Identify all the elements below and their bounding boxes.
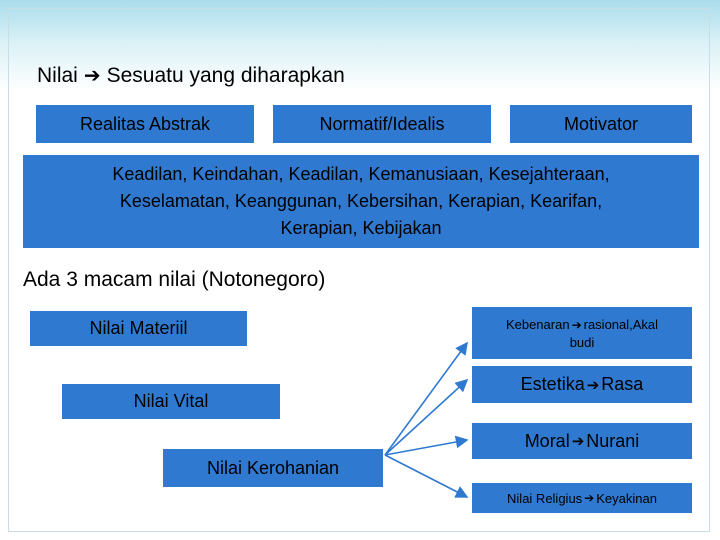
category-label: Realitas Abstrak: [79, 113, 211, 134]
right-arrow-icon: ➔: [83, 65, 101, 87]
kebenaran-target-line-2: budi: [569, 334, 595, 350]
estetika-box: [472, 366, 692, 403]
estetika-target: Rasa: [601, 374, 644, 394]
examples-line-1: Keadilan, Keindahan, Keadilan, Kemanusiaan, Kesejahteraan,: [112, 164, 610, 184]
right-arrow-icon: ➔: [584, 491, 595, 505]
examples-line-3: Kerapian, Kebijakan: [280, 218, 442, 238]
right-arrow-icon: ➔: [586, 376, 600, 394]
moral-label: Moral: [524, 430, 570, 451]
religius-label: Nilai Religius: [507, 490, 583, 506]
moral-target: Nurani: [586, 430, 640, 451]
type-nilai-materiil: [30, 311, 247, 346]
type-label: Nilai Kerohanian: [206, 457, 340, 478]
kebenaran-box: [472, 307, 692, 359]
connector-kebenaran: [385, 343, 467, 455]
kebenaran-target-line-1: rasional,Akal: [583, 316, 659, 332]
title-right: Sesuatu yang diharapkan: [106, 63, 345, 87]
right-arrow-icon: ➔: [571, 433, 585, 450]
religius-box: [472, 483, 692, 513]
type-nilai-kerohanian: [163, 449, 383, 487]
right-arrow-icon: ➔: [571, 317, 582, 332]
type-nilai-vital: [62, 384, 280, 419]
connector-religius: [385, 455, 467, 497]
type-label: Nilai Materiil: [89, 318, 188, 338]
subtitle: Ada 3 macam nilai (Notonegoro): [23, 268, 326, 291]
category-label: Motivator: [563, 113, 639, 134]
connector-estetika: [385, 380, 467, 455]
connector-moral: [385, 440, 467, 455]
kebenaran-label: Kebenaran: [505, 316, 570, 332]
estetika-label: Estetika: [520, 374, 585, 394]
kebenaran-line-1: [506, 316, 658, 334]
category-label: Normatif/Idealis: [319, 113, 445, 134]
examples-line-2: Keselamatan, Keanggunan, Kebersihan, Kerapian, Kearifan,: [119, 191, 603, 211]
title-left: Nilai: [37, 63, 78, 87]
religius-target: Keyakinan: [596, 490, 657, 506]
type-label: Nilai Vital: [133, 391, 209, 411]
moral-box: [472, 423, 692, 459]
